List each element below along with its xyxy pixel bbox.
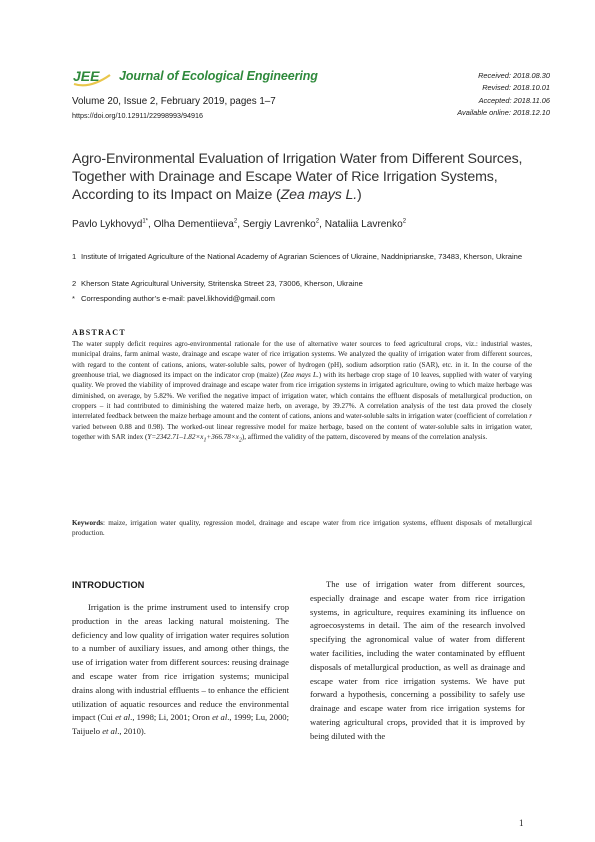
received-date: Received: 2018.08.30 (478, 71, 550, 80)
abstract-text: The water supply deficit requires agro-environmental rationale for the use of alternative water sources to feed agricultural crops, viz.: industrial wastes, municipal drains, farm animal waste, drainage and escape water of rice irrigation systems. We analyzed the quality of irrigation water from different sources, with regard to the content of cations, anions, water-soluble salts, power of hydrogen (pH), sodium adsorption ratio (SAR), etc. in it. In the course of the greenhouse trial, we diagnosed its impact on the indicator crop (maize) ( (72, 340, 532, 380)
paragraph-text: ., 1998; Li, 2001; Oron (130, 712, 213, 723)
abstract-body (72, 339, 532, 446)
author-list (72, 219, 406, 230)
keywords (72, 518, 532, 539)
citation-etal: et al (115, 712, 131, 723)
abstract-text: varied between 0.88 and 0.98). The worked-out linear regressive model for maize herbage, based on the content of water-soluble salts in irrigation water, together with SAR index ( (72, 422, 532, 442)
article-dates (457, 70, 550, 119)
author-sup: 2 (402, 218, 407, 225)
equation-subscript: 1 (203, 437, 207, 444)
section-heading-introduction: INTRODUCTION (72, 580, 145, 590)
abstract-species: Zea mays L. (283, 371, 319, 380)
abstract-text: ), affirmed the validity of the pattern, discovered by means of the correlation analysis. (241, 433, 488, 442)
keywords-text: : maize, irrigation water quality, regression model, drainage and escape water from rice irrigation systems, effluent disposals of metallurgical production. (72, 519, 532, 538)
author-name: Pavlo Lykhovyd (72, 219, 143, 230)
article-title (72, 151, 532, 204)
paragraph (72, 601, 289, 739)
revised-date: Revised: 2018.10.01 (482, 83, 550, 93)
author-separator: , (148, 219, 154, 230)
author-name: Sergiy Lavrenko (242, 219, 316, 230)
logo-text: JEE (73, 68, 100, 84)
author-sup: 2 (233, 218, 238, 225)
citation-etal: et al (212, 712, 228, 723)
author-separator: , (237, 219, 243, 230)
equation-part: +366.78×x (206, 433, 239, 442)
citation-etal: et al (102, 726, 118, 737)
author-sup: 1* (142, 218, 148, 225)
title-end: ) (357, 186, 362, 203)
paragraph-text: Irrigation is the prime instrument used to intensify crop production in the areas lacking natural moistening. The deficiency and low quality of irrigation water requires solution to a number of auxiliary issues, and among other things, the use of irrigation water from different sources: reusing drainage and escape water from rice irrigation systems; municipal drains along with industrial effluents – to enhance the efficient utilization of aquatic resources and reduce the environmental impact (Cui (72, 602, 289, 723)
left-column (72, 601, 289, 739)
author-name: Olha Dementiieva (153, 219, 234, 230)
paragraph-text: ., 1999; Lu, 2000; Taijuelo (72, 712, 289, 737)
title-main: Agro-Environmental Evaluation of Irrigation Water from Different Sources, Together with Drainage and Escape Water of Rice Irrigation Systems, According to its Impact on Maize ( (72, 151, 523, 203)
abstract-text: ) with its herbage crop stage of 10 leaves, supplied with water of varying quality. We proved the viability of improved drainage and escape water from rice irrigation systems in irrigated agriculture, owing to which maize herbage was diminished, on average, by 5.82%. We verified the negative impact of irrigation water, which contains the effluent disposals of metallurgical production, on croppers – it had contributed to diminishing the watered maize herb, on average, by 39.27%. A correlation analysis of the test data proved the closely interrelated feedback between the maize herbage amount and the content of cations, anions and water-soluble salts in irrigation water (coefficient of correlation (72, 371, 532, 421)
paragraph-text: ., 2010). (117, 726, 146, 737)
accepted-date: Accepted: 2018.11.06 (478, 95, 550, 105)
author-sup: 2 (315, 218, 320, 225)
author-separator: , (319, 219, 325, 230)
online-date: Available online: 2018.12.10 (457, 107, 550, 117)
affiliation-marker: * (72, 294, 75, 303)
corresponding-email[interactable]: Corresponding author’s e-mail: pavel.likhovid@gmail.com (81, 294, 275, 303)
title-species: Zea mays L. (280, 186, 358, 203)
journal-title: Journal of Ecological Engineering (119, 69, 318, 83)
affiliation-marker: 2 (72, 279, 77, 288)
keywords-label: Keywords (72, 519, 103, 527)
correlation-symbol: r (529, 412, 532, 421)
abstract-heading: ABSTRACT (72, 328, 126, 337)
equation-subscript: 2 (238, 437, 242, 444)
journal-logo (72, 66, 112, 90)
regression-equation (147, 433, 242, 444)
equation-part: Y=2342.71–1.82×x (147, 433, 204, 442)
affiliation-text: Institute of Irrigated Agriculture of the National Academy of Agrarian Sciences of Ukraine, Naddniprianske, 73483, Kherson, Ukraine (81, 252, 523, 261)
doi-link[interactable]: https://doi.org/10.12911/22998993/94916 (72, 111, 203, 120)
page-number: 1 (519, 818, 524, 828)
right-column (310, 578, 525, 744)
affiliation-text: Kherson State Agricultural University, Stritenska Street 23, 73006, Kherson, Ukraine (81, 279, 363, 288)
affiliation-marker: 1 (72, 252, 77, 261)
author-name: Nataliia Lavrenko (324, 219, 403, 230)
volume-line: Volume 20, Issue 2, February 2019, pages 1–7 (72, 96, 276, 107)
paragraph: The use of irrigation water from different sources, especially drainage and escape water from rice irrigation systems, in agriculture, requires examining its influence on agroecosystems in detail. The aim of the research involved specifying the agronomical value of water from different water facilities, including the water contaminated by effluent disposals of metallurgical production, as well as drainage and escape water from rice irrigation systems. We have put forward a hypothesis, concerning a possibility to safely use drainage and escape water from rice irrigation systems for watering agricultural crops, provided that it is improved by being diluted with the (310, 579, 525, 741)
